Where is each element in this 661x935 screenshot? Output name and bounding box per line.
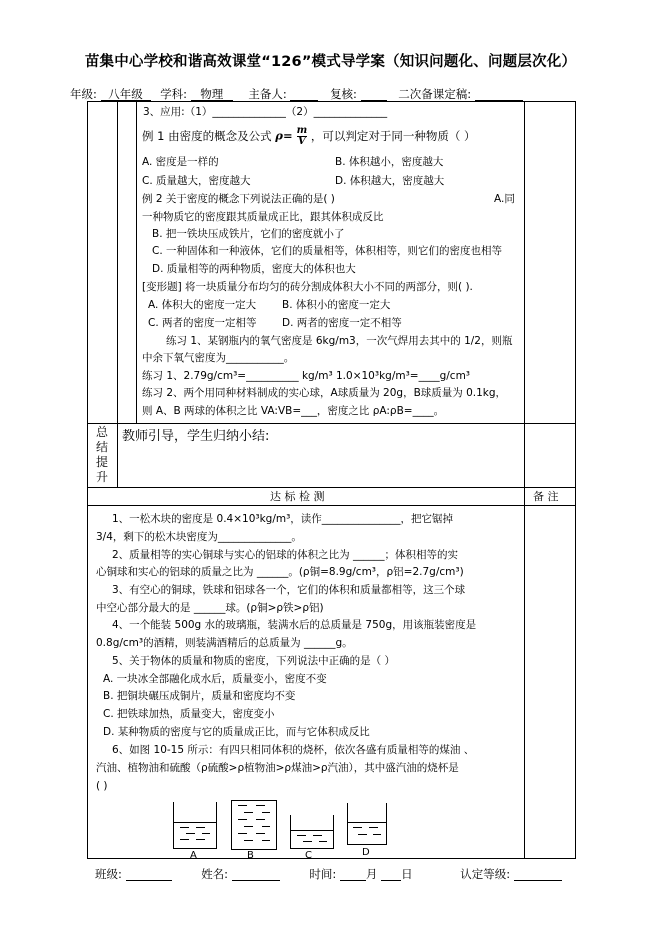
example1-option-c: C. 质量越大，密度越大 bbox=[142, 175, 251, 187]
footer-name-blank bbox=[232, 868, 280, 881]
beaker-c-label: C bbox=[305, 850, 312, 861]
test-q6-answer-paren: ( ) bbox=[96, 780, 108, 792]
practice1-question: 练习 1、某钢瓶内的氧气密度是 6kg/m3，一次气焊用去其中的 1/2，则瓶 bbox=[166, 335, 513, 347]
test-body-divider bbox=[87, 505, 575, 506]
footer-class-blank bbox=[126, 868, 172, 881]
beaker-c-liquid bbox=[291, 830, 333, 848]
beaker-b-label: B bbox=[247, 850, 254, 861]
note-column-header: 备 注 bbox=[533, 490, 559, 503]
example2-option-b: B. 把一铁块压成铁片，它们的密度就小了 bbox=[152, 228, 345, 240]
practice2-continued: 则 A、B 两球的体积之比 VA:VB=___，密度之比 ρA:ρB=____。 bbox=[142, 405, 445, 417]
example1-option-a: A. 密度是一样的 bbox=[142, 156, 219, 168]
footer-grade-blank bbox=[514, 868, 562, 881]
test-q4: 4、一个能装 500g 水的玻璃瓶，装满水后的总质量是 750g，用该瓶装密度是 bbox=[112, 619, 477, 631]
summary-side-label bbox=[96, 425, 110, 485]
beaker-d-label: D bbox=[362, 847, 370, 858]
page-title: 苗集中心学校和谐高效课堂“126”模式导学案（知识问题化、问题层次化） bbox=[84, 54, 577, 70]
footer-month-blank bbox=[340, 868, 366, 881]
beaker-d bbox=[347, 803, 387, 845]
beaker-d-liquid bbox=[348, 822, 386, 844]
example2-question: 例 2 关于密度的概念下列说法正确的是( ) bbox=[142, 193, 335, 205]
beaker-a bbox=[173, 802, 217, 849]
grade-label: 年级: bbox=[70, 87, 97, 101]
header-line bbox=[70, 86, 523, 102]
summary-char-2: 结 bbox=[96, 440, 109, 454]
review-blank bbox=[361, 88, 387, 101]
summary-char-4: 升 bbox=[96, 470, 109, 484]
practice2-question: 练习 2、两个用同种材料制成的实心球，A球质量为 20g，B球质量为 0.1kg， bbox=[142, 387, 507, 399]
footer-day-blank bbox=[381, 868, 401, 881]
preparer-blank bbox=[290, 88, 318, 101]
example1-question bbox=[142, 126, 476, 147]
subject-value: 物理 bbox=[191, 88, 233, 101]
formula-denominator: V bbox=[298, 136, 306, 147]
formula-numerator: m bbox=[296, 125, 308, 136]
footer-time-label: 时间: bbox=[309, 867, 337, 881]
footer-name-label: 姓名: bbox=[201, 867, 229, 881]
example2-option-a: 一种物质它的密度跟其质量成正比，跟其体积成反比 bbox=[142, 211, 384, 223]
test-q5: 5、关于物体的质量和物质的密度，下列说法中正确的是（ ） bbox=[112, 655, 396, 667]
example2-option-a-start: A.同 bbox=[494, 193, 515, 205]
left-column-divider bbox=[117, 101, 118, 487]
density-formula bbox=[275, 126, 307, 147]
grade-value: 八年级 bbox=[101, 88, 151, 101]
example1-option-d: D. 体积越大，密度越大 bbox=[335, 175, 445, 187]
inner-column-divider bbox=[136, 101, 137, 423]
test-q2-continued: 心铜球和实心的铝球的质量之比为 ______。(ρ铜=8.9g/cm³，ρ铝=2.7g/cm³) bbox=[96, 566, 464, 578]
variant-question: [变形题] 将一块质量分布均匀的砖分割成体积大小不同的两部分，则( ). bbox=[142, 281, 473, 293]
summary-char-3: 提 bbox=[96, 455, 109, 469]
example1-suffix: ，可以判定对于同一种物质（ ） bbox=[310, 129, 476, 143]
summary-char-1: 总 bbox=[96, 425, 109, 439]
practice-unit-conversion: 练习 1、2.79g/cm³=__________ kg/m³ 1.0×10³kg/m³=____g/cm³ bbox=[142, 370, 471, 382]
practice1-continued: 中余下氧气密度为___________。 bbox=[142, 352, 295, 364]
beaker-c bbox=[290, 815, 334, 849]
test-q5-option-b: B. 把铜块碾压成铜片，质量和密度均不变 bbox=[103, 690, 296, 702]
apply-line: 3、应用:（1）______________（2）______________ bbox=[143, 106, 388, 118]
note-column-divider bbox=[524, 101, 525, 858]
variant-option-b: B. 体积小的密度一定大 bbox=[282, 299, 391, 311]
variant-option-a: A. 体积大的密度一定大 bbox=[148, 299, 257, 311]
summary-text: 教师引导，学生归纳小结: bbox=[122, 429, 270, 444]
test-q5-option-d: D. 某种物质的密度与它的质量成正比，而与它体积成反比 bbox=[103, 726, 370, 738]
summary-divider bbox=[87, 423, 575, 424]
test-q6: 6、如图 10-15 所示：有四只相同体积的烧杯，依次各盛有质量相等的煤油 、 bbox=[112, 744, 475, 756]
test-q3-continued: 中空心部分最大的是 ______球。(ρ铜>ρ铁>ρ铝) bbox=[96, 602, 324, 614]
footer-grade-label: 认定等级: bbox=[460, 867, 511, 881]
example2-option-c: C. 一种固体和一种液体，它们的质量相等，体积相等，则它们的密度也相等 bbox=[152, 245, 503, 257]
test-header-divider bbox=[87, 487, 575, 488]
variant-option-d: D. 两者的密度一定不相等 bbox=[282, 317, 402, 329]
test-q6-continued: 汽油、植物油和硫酸（ρ硫酸>ρ植物油>ρ煤油>ρ汽油），其中盛汽油的烧杯是 bbox=[96, 762, 459, 774]
formula-rho: ρ= bbox=[275, 128, 293, 143]
test-q4-continued: 0.8g/cm³的酒精，则装满酒精后的总质量为 ______g。 bbox=[96, 637, 353, 649]
test-q5-option-a: A. 一块冰全部融化成水后，质量变小，密度不变 bbox=[103, 673, 327, 685]
test-q5-option-c: C. 把铁球加热，质量变大，密度变小 bbox=[103, 708, 275, 720]
footer-month: 月 bbox=[365, 867, 378, 881]
footer-day: 日 bbox=[401, 867, 413, 881]
test-q1-continued: 3/4，剩下的松木块密度为______________。 bbox=[96, 531, 302, 543]
example2-option-d: D. 质量相等的两种物质，密度大的体积也大 bbox=[152, 263, 356, 275]
footer-class-label: 班级: bbox=[95, 867, 122, 881]
test-q3: 3、有空心的铜球，铁球和铝球各一个，它们的体积和质量都相等，这三个球 bbox=[112, 584, 466, 596]
test-section-header: 达 标 检 测 bbox=[270, 490, 325, 503]
variant-option-c: C. 两者的密度一定相等 bbox=[148, 317, 257, 329]
second-blank bbox=[475, 88, 523, 101]
beaker-a-liquid bbox=[174, 822, 216, 848]
beaker-b-liquid bbox=[232, 801, 276, 849]
preparer-label: 主备人: bbox=[248, 87, 287, 101]
test-q1: 1、一松木块的密度是 0.4×10³kg/m³，读作_______________，把它锯掉 bbox=[112, 513, 454, 525]
example1-prefix: 例 1 由密度的概念及公式 bbox=[142, 129, 272, 143]
subject-label: 学科: bbox=[160, 87, 188, 101]
test-q2: 2、质量相等的实心铜球与实心的铝球的体积之比为 ______；体积相等的实 bbox=[112, 549, 459, 561]
footer-line bbox=[95, 866, 562, 882]
example1-option-b: B. 体积越小，密度越大 bbox=[335, 156, 444, 168]
second-label: 二次备课定稿: bbox=[398, 87, 472, 101]
beaker-b bbox=[231, 800, 277, 850]
review-label: 复核: bbox=[330, 87, 357, 101]
beaker-a-label: A bbox=[190, 850, 197, 861]
